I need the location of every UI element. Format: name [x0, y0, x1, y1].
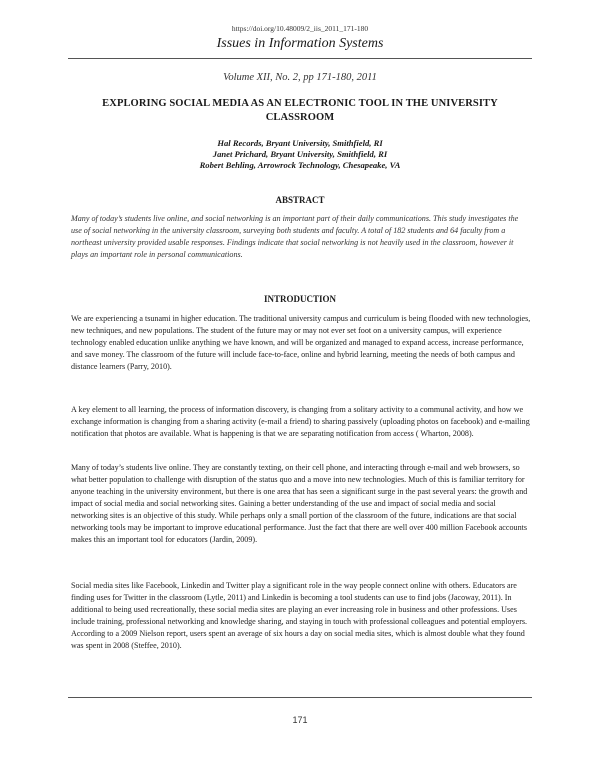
author-line: Robert Behling, Arrowrock Technology, Chesapeake, VA	[199, 160, 401, 170]
introduction-heading: INTRODUCTION	[263, 294, 336, 304]
paper-title: EXPLORING SOCIAL MEDIA AS AN ELECTRONIC TOOL IN THE UNIVERSITY CLASSROOM	[102, 98, 498, 123]
body-paragraph: A key element to all learning, the process of information discovery, is changing from a solitary activity to a communal activity, and how we exchange information is changing from a sharing activity (e-mail a friend) to sharing passively (uploading photos on facebook) and e-mailing notification that photos are available. What is happening is that we are separating notification from access ( Wharton, 2008).	[71, 405, 530, 438]
abstract-text: Many of today’s students live online, and social networking is an important part of their daily communications. This study investigates the use of social networking in the university classroom, surveying both students and faculty. A total of 182 students and 64 faculty from a northeast university provided usable responses. Findings indicate that social networking is not heavily used in the classroom, however it plays an important role in personal communications.	[71, 214, 519, 259]
body-paragraph: We are experiencing a tsunami in higher education. The traditional university campus and curriculum is being flooded with new technologies, new techniques, and new populations. The student of the future may or may not ever set foot on a university campus, will experience technology enabled education unlike anything we have known, and will be organized and managed to expand access, increase performance, and save money. The classroom of the future will include face-to-face, online and hybrid learning, meeting the needs of both campus and distance learners (Parry, 2010).	[71, 314, 531, 371]
journal-title: Issues in Information Systems	[216, 36, 384, 51]
author-list	[0, 138, 600, 171]
volume-info: Volume XII, No. 2, pp 171-180, 2011	[223, 72, 377, 83]
body-paragraph: Social media sites like Facebook, Linkedin and Twitter play a significant role in the way people connect online with others. Educators are finding uses for Twitter in the classroom (Lytle, 2011) and Linkedin is becoming a tool students can use to find jobs (Jacoway, 2011). In additional to being used recreationally, these social media sites are playing an ever increasing role in business and other professions. Uses include training, professional networking and knowledge sharing, and staying in touch with professional colleagues and potential employers. According to a 2009 Nielson report, users spent an average of six hours a day on social media sites, which is almost double what they found was spent in 2008 (Steffee, 2010).	[71, 581, 528, 650]
author-line: Hal Records, Bryant University, Smithfield, RI	[217, 138, 383, 148]
footer-rule	[68, 697, 532, 698]
abstract-heading: ABSTRACT	[275, 195, 325, 205]
page-number: 171	[292, 715, 308, 725]
body-paragraph: Many of today’s students live online. They are constantly texting, on their cell phone, and interacting through e-mail and web browsers, so what better population to challenge with disruption of the status quo and a move into new technologies. Much of this is familiar territory for anyone teaching in the university environment, but there is one area that has seen a significant surge in the past several years: the growth and impact of social media and social networking sites. Gaining a better understanding of the use and impact of social media and social networking sites is an objective of this study. While perhaps only a small portion of the classroom of the future, indications are that social networking tools may be important to improve educational performance. Just the fact that there are well over 400 million Facebook accounts makes this an important tool for educators (Jardin, 2009).	[71, 463, 528, 544]
header-rule	[68, 58, 532, 59]
doi-link[interactable]: https://doi.org/10.48009/2_iis_2011_171-180	[231, 24, 369, 33]
author-line: Janet Prichard, Bryant University, Smithfield, RI	[212, 149, 388, 159]
